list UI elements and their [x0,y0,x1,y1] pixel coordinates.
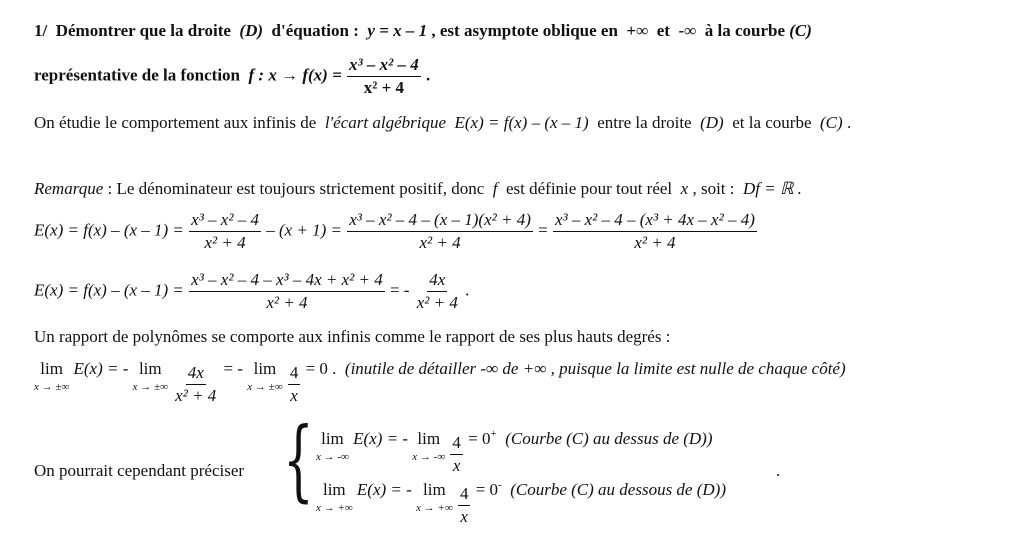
and-word: et [656,21,670,40]
p1-note: (Courbe (C) au dessus de (D)) [505,429,713,448]
precise-label: On pourrait cependant préciser [34,461,245,480]
p1-sign: + [490,428,497,440]
eq1-den-1: x² + 4 [204,232,246,252]
remark-x: x [680,179,689,198]
intro-text-2: entre la droite [597,113,692,132]
curve-C: (C) [789,21,812,40]
intro-D: (D) [700,113,724,132]
question-text-1: Démontrer que la droite [55,21,231,40]
lim-result: = 0 . [305,359,337,378]
lim-frac-1 [173,364,218,405]
lim-frac-1-num: 4x [186,364,206,385]
eq1-frac-1 [189,211,261,252]
lim-frac-2-den: x [290,385,298,405]
question-number: 1/ [34,21,48,40]
p2-lim-word: lim [322,480,346,499]
p2-lim-2-sub: x → +∞ [416,502,453,514]
equation-1 [34,211,758,252]
eq1-frac-2 [347,211,533,252]
lim-2 [133,360,168,393]
eq2-lhs: E(x) = f(x) – (x – 1) = [34,280,184,300]
function-numerator: x³ – x² – 4 [347,56,421,77]
precise-line-1 [316,430,713,475]
p2-frac-num: 4 [458,485,471,506]
remark-domain: Df = ℝ . [743,179,802,198]
p2-sign: - [498,479,502,491]
lim-3 [247,360,282,393]
precise-dot: . [776,461,781,480]
p1-E: E(x) = - [353,429,409,448]
p1-lim-2 [412,430,445,463]
eq2-num-1: x³ – x² – 4 – x³ – 4x + x² + 4 [189,271,385,292]
left-brace-icon: { [283,408,314,511]
lim-1-sub: x → ±∞ [34,381,70,393]
limit-line [34,360,846,405]
lim-3-sub: x → ±∞ [247,381,283,393]
eq1-equals: = [538,220,548,240]
p2-lim [316,481,353,514]
lim-2-word: lim [138,359,162,378]
intro-text-4: . [846,113,852,132]
p1-lim-2-word: lim [417,429,441,448]
eq2-frac-2 [415,271,460,312]
eq1-den-3: x² + 4 [634,232,676,252]
question-line-2 [34,56,430,97]
minus-infinity: -∞ [678,21,697,40]
intro-text-1: On étudie le comportement aux infinis de [34,113,317,132]
line-D: (D) [239,21,264,40]
eq2-frac-1 [189,271,385,312]
lim-frac-2 [288,364,301,405]
p1-lim-sub: x → -∞ [316,451,349,463]
function-denominator: x² + 4 [363,77,405,97]
remark-text-3: , soit : [692,179,735,198]
period: . [425,65,431,85]
remark-f: f [492,179,498,198]
eq2-mid: = - [389,280,410,300]
eq2-num-2: 4x [427,271,447,292]
eq1-den-2: x² + 4 [419,232,461,252]
question-text-2: d'équation : [271,21,359,40]
remark-text-2: est définie pour tout réel [505,179,673,198]
eq2-den-2: x² + 4 [416,292,458,312]
lim-1 [34,360,69,393]
equation-2 [34,271,469,312]
ecart-label: l'écart algébrique [324,113,447,132]
lim-note: (inutile de détailler -∞ de +∞ , puisque la limite est nulle de chaque côté) [344,359,846,378]
function-fraction [347,56,421,97]
eq1-num-3: x³ – x² – 4 – (x³ + 4x – x² – 4) [553,211,757,232]
eq2-den-1: x² + 4 [266,292,308,312]
lim-1-word: lim [40,359,63,378]
p2-lim-sub: x → +∞ [316,502,353,514]
p2-result: = 0 [475,480,499,499]
line-equation: y = x – 1 [367,21,428,40]
question-text-5: représentative de la fonction [34,65,241,85]
intro-text-3: et la courbe [732,113,812,132]
rapport-line: Un rapport de polynômes se comporte aux infinis comme le rapport de ses plus hauts degrés : [34,327,671,346]
eq1-num-1: x³ – x² – 4 [189,211,261,232]
p1-result: = 0 [468,429,491,448]
lim-eq: = - [223,359,244,378]
lim-frac-1-den: x² + 4 [175,385,217,405]
lim-frac-2-num: 4 [288,364,301,385]
p1-lim-2-sub: x → -∞ [412,451,446,463]
eq1-num-2: x³ – x² – 4 – (x – 1)(x² + 4) [347,211,533,232]
p2-frac [458,485,471,526]
p2-E: E(x) = - [356,480,412,499]
eq2-end: . [465,280,470,300]
function-map: f : x → f(x) = [248,65,342,85]
eq1-lhs: E(x) = f(x) – (x – 1) = [34,220,184,240]
question-line-1 [34,22,812,39]
p2-frac-den: x [460,506,468,526]
question-text-3: , est asymptote oblique en [431,21,618,40]
p2-note: (Courbe (C) au dessous de (D)) [510,480,726,499]
eq1-frac-3 [553,211,757,252]
p1-lim-word: lim [321,429,344,448]
p2-lim-2 [416,481,453,514]
intro-line [34,114,851,131]
eq1-mid: – (x + 1) = [266,220,343,240]
plus-infinity: +∞ [626,21,649,40]
question-text-4: à la courbe [704,21,786,40]
precise-line-2 [316,481,726,526]
p1-frac-den: x [452,455,461,475]
lim-2-sub: x → ±∞ [132,381,168,393]
intro-C: (C) [820,113,843,132]
p1-frac-num: 4 [450,434,463,455]
remark-label: Remarque [34,179,104,198]
remark-text-1: : Le dénominateur est toujours strictement positif, donc [107,179,485,198]
p1-lim [316,430,349,463]
lim-3-word: lim [253,359,277,378]
remark-line [34,180,802,197]
p2-lim-2-word: lim [423,480,446,499]
p1-frac [450,434,463,475]
lim-1-E: E(x) = - [73,359,129,378]
ecart-formula: E(x) = f(x) – (x – 1) [454,113,589,132]
